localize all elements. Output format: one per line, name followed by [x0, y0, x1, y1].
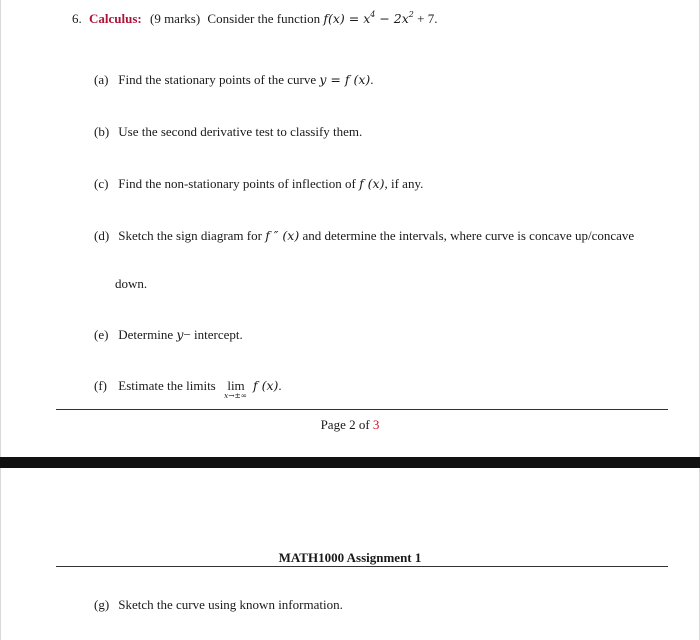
limit-subscript: x→±∞ — [224, 391, 248, 400]
part-label: (d) — [94, 228, 110, 243]
question-number: 6. — [72, 11, 82, 26]
part-label: (g) — [94, 597, 110, 612]
part-label: (b) — [94, 124, 110, 139]
part-text: Sketch the curve using known information. — [118, 597, 343, 612]
page-footer — [0, 417, 700, 433]
part-d-continuation: down. — [115, 276, 148, 291]
part-text-post: and determine the intervals, where curve is concave up/concave — [302, 228, 635, 243]
part-g — [94, 597, 343, 613]
part-text: Sketch the sign diagram for — [118, 228, 262, 243]
part-label: (f) — [94, 378, 107, 393]
part-text-post: . — [370, 72, 374, 87]
question-intro: Consider the function — [207, 11, 321, 26]
part-text: Find the stationary points of the curve — [118, 72, 317, 87]
function-definition: $f(x) = x^4 - 2x^2$ — [323, 10, 414, 26]
part-c — [94, 176, 423, 192]
part-text: Use the second derivative test to classify them. — [118, 124, 363, 139]
page-left-edge — [0, 0, 1, 458]
part-d — [94, 228, 634, 244]
part-text: Estimate the limits — [118, 378, 216, 393]
part-label: (e) — [94, 327, 109, 342]
part-math: f (x) — [253, 378, 279, 393]
next-page-header: MATH1000 Assignment 1 — [278, 550, 422, 565]
part-a — [94, 72, 374, 88]
part-math: f ″ (x) — [265, 228, 300, 243]
page-total: 3 — [372, 417, 380, 432]
part-text-post: − intercept. — [183, 327, 243, 342]
question-topic: Calculus: — [89, 11, 142, 26]
part-label: (a) — [94, 72, 109, 87]
part-text-post: , if any. — [384, 176, 424, 191]
part-b — [94, 124, 362, 140]
question-6 — [72, 11, 437, 27]
part-text-post: . — [278, 378, 282, 393]
footer-rule — [56, 409, 668, 410]
part-text: Find the non-stationary points of inflection of — [118, 176, 356, 191]
part-math: y — [176, 327, 184, 342]
function-tail: + 7. — [413, 11, 438, 26]
limit-operator: lim x→±∞ — [224, 378, 248, 400]
page-number-text: Page 2 of — [320, 417, 370, 432]
part-text: Determine — [118, 327, 174, 342]
part-math: f (x) — [359, 176, 385, 191]
part-f — [94, 378, 282, 400]
question-marks: (9 marks) — [149, 11, 201, 26]
part-label: (c) — [94, 176, 109, 191]
part-e — [94, 327, 243, 343]
header-rule — [56, 566, 668, 567]
part-math: y = f (x) — [319, 72, 371, 87]
